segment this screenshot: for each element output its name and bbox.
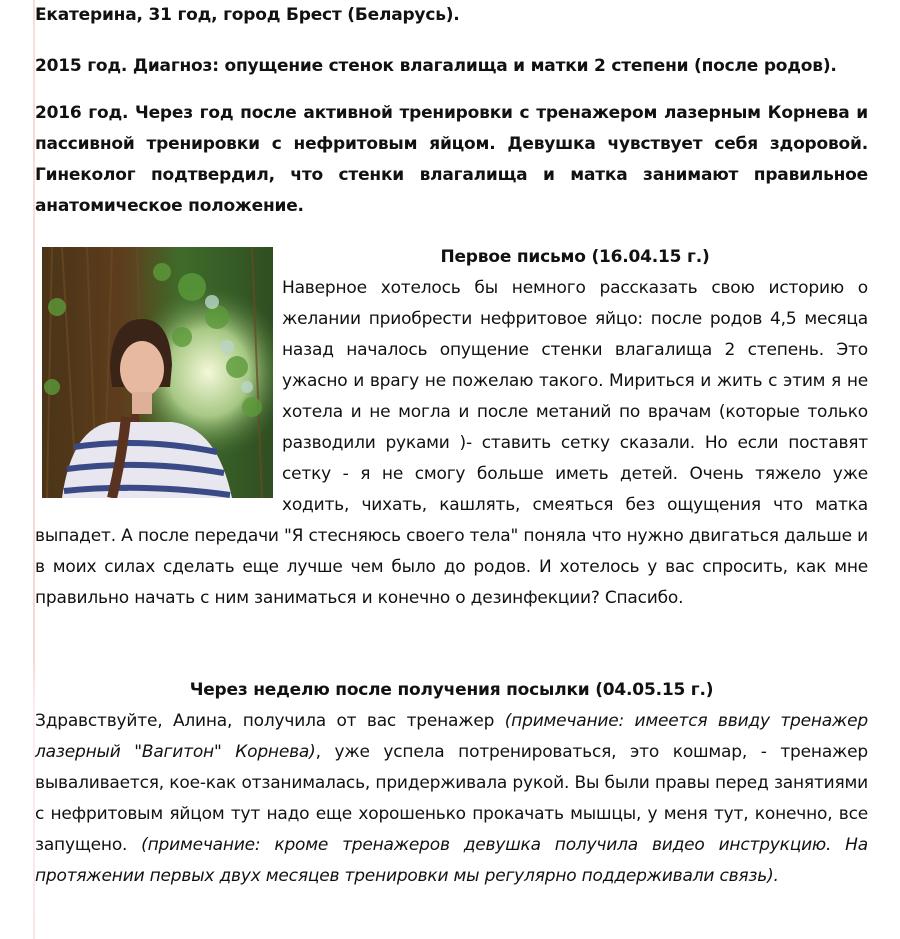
second-letter-text-2: , уже успела потренироваться, это кошмар, - тренажер вываливается, кое-как отзанималась, придерживала рукой. Вы были правы перед занятиями с нефритовым яйцом тут надо еще хорошенько прокачать мышцы, у меня тут, конечно, все запущено. <box>35 742 868 855</box>
second-letter-section <box>35 675 868 892</box>
editor-note-2: (примечание: кроме тренажеров девушка получила видео инструкцию. На протяжении первых двух месяцев тренировки мы регулярно поддерживали связь). <box>35 835 868 886</box>
result-paragraph: 2016 год. Через год после активной тренировки с тренажером лазерным Корнева и пассивной тренировки с нефритовым яйцом. Девушка чувствует себя здоровой. Гинеколог подтвердил, что стенки влагалища и матка занимают правильное анатомическое положение. <box>35 103 868 216</box>
second-letter-heading: Через неделю после получения посылки (04.05.15 г.) <box>189 680 714 700</box>
second-letter-text-1: Здравствуйте, Алина, получила от вас тренажер <box>35 711 505 731</box>
diagnosis-line: 2015 год. Диагноз: опущение стенок влагалища и матки 2 степени (после родов). <box>35 56 837 76</box>
person-line: Екатерина, 31 год, город Брест (Беларусь). <box>35 5 460 25</box>
portrait-photo <box>42 247 273 498</box>
first-letter-heading: Первое письмо (16.04.15 г.) <box>440 247 710 267</box>
first-letter-body: Наверное хотелось бы немного рассказать свою историю о желании приобрести нефритовое яйцо: после родов 4,5 месяца назад началось опущение стенки влагалища 2 степень. Это ужасно и врагу не пожелаю такого. Мириться и жить с этим я не хотела и не могла и после метаний по врачам (которые только разводили руками )- ставить сетку сказали. Но если поставят сетку - я не смогу больше иметь детей. Очень тяжело уже ходить, чихать, кашлять, смеяться без ощущения что матка выпадет. А после передачи "Я стесняюсь своего тела" поняла что нужно двигаться дальше и в моих силах сделать еще лучше чем было до родов. И хотелось у вас спросить, как мне правильно начать с ним заниматься и конечно о дезинфекции? Спасибо. <box>35 278 868 608</box>
first-letter-section <box>35 242 868 614</box>
second-letter-body <box>35 706 868 892</box>
editor-note-1: (примечание: имеется ввиду тренажер лазерный "Вагитон" Корнева) <box>35 711 868 762</box>
portrait-image <box>42 247 273 498</box>
